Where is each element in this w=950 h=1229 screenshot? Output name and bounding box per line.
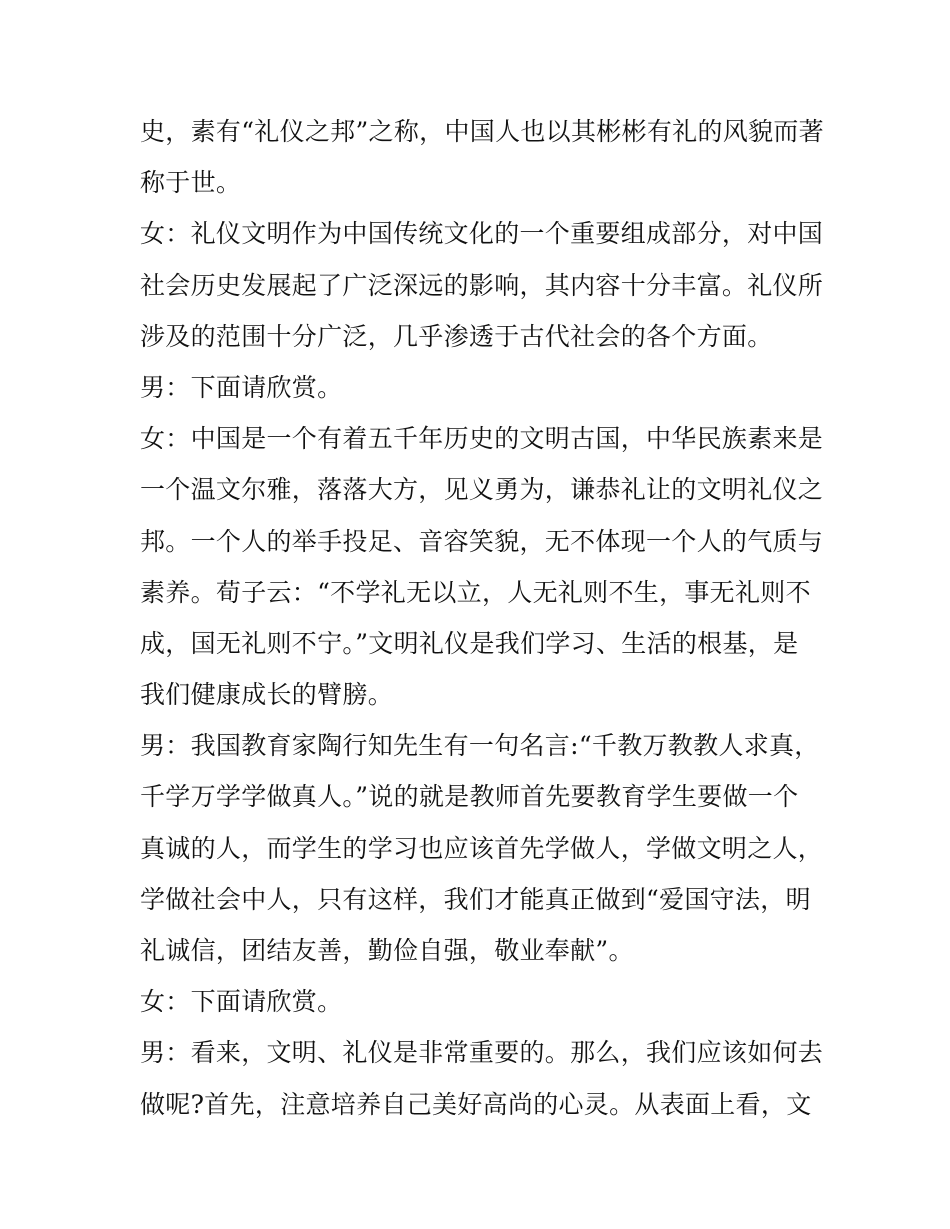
text-line: 男：看来，文明、礼仪是非常重要的。那么，我们应该如何去 (140, 1038, 824, 1068)
text-line: 一个温文尔雅，落落大方，见义勇为，谦恭礼让的文明礼仪之 (140, 475, 824, 505)
text-line: 男：我国教育家陶行知先生有一句名言:“千教万教教人求真， (140, 731, 820, 761)
text-line: 女：下面请欣赏。 (140, 987, 343, 1017)
document-body (140, 106, 824, 1130)
text-line: 做呢?首先，注意培养自己美好高尚的心灵。从表面上看，文 (140, 1089, 812, 1119)
text-line: 称于世。 (140, 168, 242, 198)
text-line: 社会历史发展起了广泛深远的影响，其内容十分丰富。礼仪所 (140, 270, 824, 300)
text-line: 千学万学学做真人。”说的就是教师首先要教育学生要做一个 (140, 782, 799, 812)
text-line: 女：礼仪文明作为中国传统文化的一个重要组成部分，对中国 (140, 219, 824, 249)
text-line: 男：下面请欣赏。 (140, 372, 343, 402)
text-line: 学做社会中人，只有这样，我们才能真正做到“爱国守法，明 (140, 884, 811, 914)
text-line: 女：中国是一个有着五千年历史的文明古国，中华民族素来是 (140, 424, 824, 454)
text-line: 涉及的范围十分广泛，几乎渗透于古代社会的各个方面。 (140, 321, 773, 351)
text-line: 真诚的人，而学生的学习也应该首先学做人，学做文明之人， (140, 833, 824, 863)
text-line: 我们健康成长的臂膀。 (140, 680, 394, 710)
text-line: 素养。荀子云：“不学礼无以立，人无礼则不生，事无礼则不 (140, 577, 811, 607)
text-line: 礼诚信，团结友善，勤俭自强，敬业奉献”。 (140, 936, 634, 965)
text-line: 成，国无礼则不宁。”文明礼仪是我们学习、生活的根基，是 (140, 628, 799, 658)
text-line: 邦。一个人的举手投足、音容笑貌，无不体现一个人的气质与 (140, 526, 824, 556)
text-line: 史，素有“礼仪之邦”之称，中国人也以其彬彬有礼的风貌而著 (140, 117, 824, 146)
